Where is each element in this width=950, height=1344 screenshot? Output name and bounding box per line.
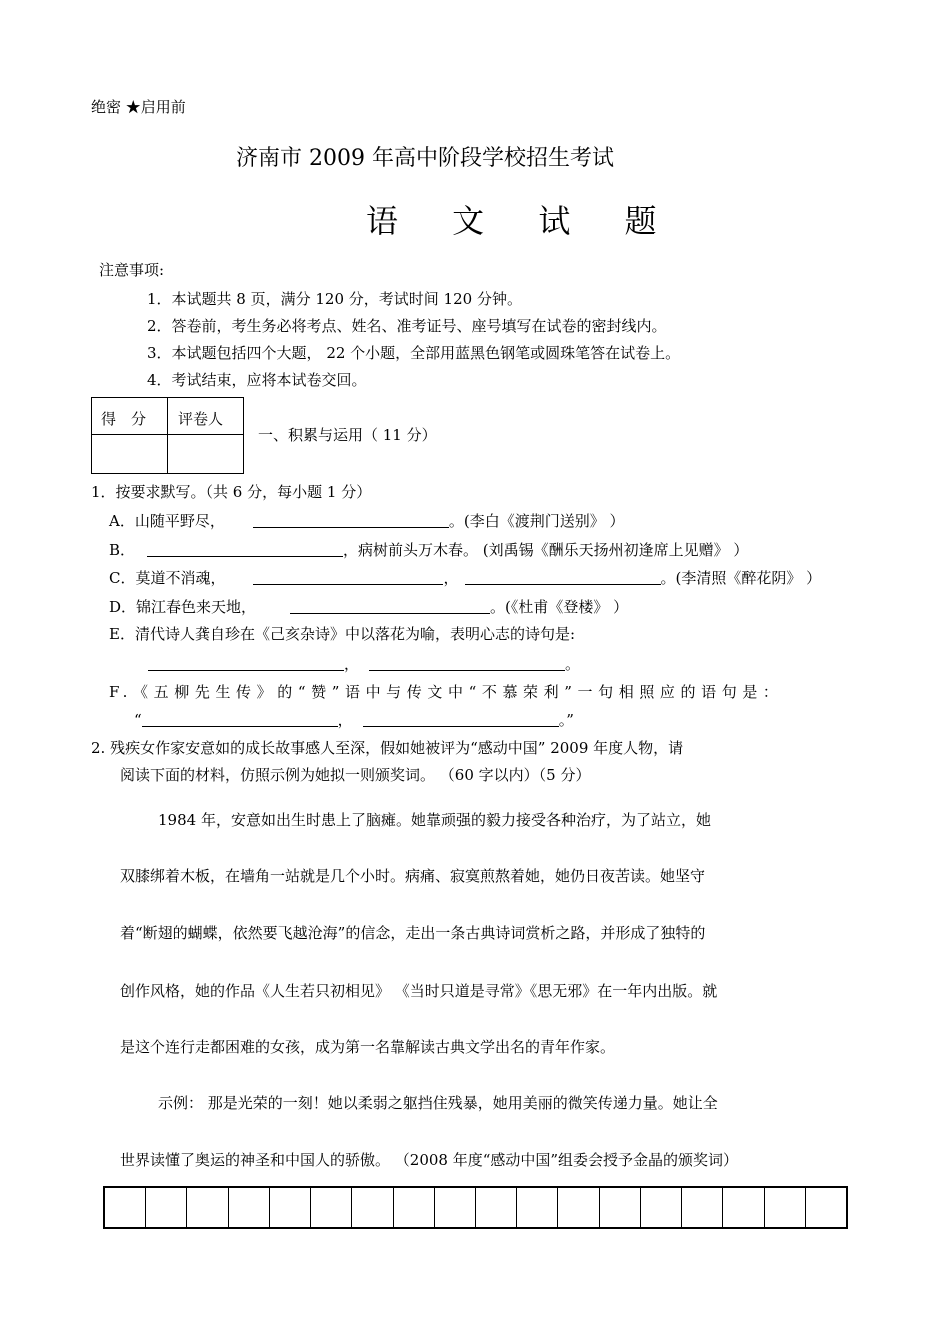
grid-cell[interactable] xyxy=(600,1188,641,1227)
grid-cell[interactable] xyxy=(558,1188,599,1227)
q2-example-line2: 世界读懂了奥运的神圣和中国人的骄傲。 （2008 年度“感动中国”组委会授予金晶的颁奖词） xyxy=(120,1151,739,1169)
secret-label: 绝密 ★启用前 xyxy=(91,98,186,116)
q1-f-mid: ， xyxy=(337,711,353,729)
answer-grid[interactable] xyxy=(103,1186,848,1229)
q1-c-suffix: 。(李清照《醉花阴》 ） xyxy=(660,569,822,587)
answer-blank[interactable] xyxy=(148,656,344,671)
score-label: 得 分 xyxy=(101,410,147,428)
q2-passage-line: 双膝绑着木板，在墙角一站就是几个小时。病痛、寂寞煎熬着她，她仍日夜苦读。她坚守 xyxy=(120,867,706,885)
q1-e-end: 。 xyxy=(565,655,581,673)
q1-f-stem: F.《五柳先生传》的“赞”语中与传文中“不慕荣利”一句相照应的语句是： xyxy=(109,683,784,701)
q1-f-end: 。” xyxy=(558,711,574,729)
q1-item-b xyxy=(109,542,748,558)
q2-example-line1: 示例： 那是光荣的一刻！她以柔弱之躯挡住残暴，她用美丽的微笑传递力量。她让全 xyxy=(158,1094,718,1112)
answer-blank[interactable] xyxy=(290,599,490,614)
grid-cell[interactable] xyxy=(765,1188,806,1227)
q1-c-mid: ， xyxy=(443,569,459,587)
grid-cell[interactable] xyxy=(229,1188,270,1227)
q1-d-suffix: 。(《杜甫《登楼》 ） xyxy=(490,598,629,616)
grader-label: 评卷人 xyxy=(178,410,224,428)
q1-item-f-answer xyxy=(134,712,574,728)
q2-stem-line1: 2. 残疾女作家安意如的成长故事感人至深，假如她被评为“感动中国” 2009 年度人物，请 xyxy=(91,739,684,757)
note-item: 1．本试题共 8 页，满分 120 分，考试时间 120 分钟。 xyxy=(147,290,522,308)
grid-cell[interactable] xyxy=(270,1188,311,1227)
q2-stem-line2: 阅读下面的材料，仿照示例为她拟一则颁奖词。 （60 字以内）（5 分） xyxy=(120,766,591,784)
score-table xyxy=(91,397,244,474)
grid-cell[interactable] xyxy=(352,1188,393,1227)
grid-cell[interactable] xyxy=(641,1188,682,1227)
q1-e-stem: E．清代诗人龚自珍在《己亥杂诗》中以落花为喻，表明心志的诗句是: xyxy=(109,625,576,643)
q1-a-prefix: A．山随平野尽， xyxy=(109,512,225,530)
q2-passage-line: 创作风格，她的作品《人生若只初相见》 《当时只道是寻常》《思无邪》在一年内出版。就 xyxy=(120,982,718,1000)
grid-cell[interactable] xyxy=(806,1188,846,1227)
q1-stem: 1．按要求默写。（共 6 分，每小题 1 分） xyxy=(91,483,372,501)
grid-cell[interactable] xyxy=(394,1188,435,1227)
q1-e-mid: ， xyxy=(344,655,360,673)
q2-passage-line: 是这个连行走都困难的女孩，成为第一名靠解读古典文学出名的青年作家。 xyxy=(120,1038,616,1056)
q1-item-c xyxy=(109,570,821,586)
answer-blank[interactable] xyxy=(465,570,661,585)
grid-cell[interactable] xyxy=(723,1188,764,1227)
q1-a-suffix: 。(李白《渡荆门送别》 ） xyxy=(448,512,625,530)
answer-blank[interactable] xyxy=(253,513,449,528)
grid-cell[interactable] xyxy=(105,1188,146,1227)
grid-cell[interactable] xyxy=(311,1188,352,1227)
q1-item-e-answer xyxy=(148,656,580,672)
q1-item-d xyxy=(109,599,628,615)
grid-cell[interactable] xyxy=(187,1188,228,1227)
answer-blank[interactable] xyxy=(369,656,565,671)
q1-b-suffix: ，病树前头万木春。 (刘禹锡《酬乐天扬州初逢席上见赠》 ） xyxy=(343,541,749,559)
q1-f-open: “ xyxy=(134,711,142,729)
answer-blank[interactable] xyxy=(253,570,443,585)
notes-heading: 注意事项: xyxy=(99,261,165,279)
note-item: 3．本试题包括四个大题， 22 个小题，全部用蓝黑色钢笔或圆珠笔答在试卷上。 xyxy=(147,344,681,362)
grid-cell[interactable] xyxy=(146,1188,187,1227)
q2-passage-line: 着“断翅的蝴蝶，依然要飞越沧海”的信念，走出一条古典诗词赏析之路，并形成了独特的 xyxy=(120,924,706,942)
answer-blank[interactable] xyxy=(142,712,338,727)
q1-c-prefix: C．莫道不消魂， xyxy=(109,569,226,587)
subject-title: 语 文 试 题 xyxy=(366,202,679,240)
grid-cell[interactable] xyxy=(517,1188,558,1227)
grid-cell[interactable] xyxy=(682,1188,723,1227)
answer-blank[interactable] xyxy=(147,542,343,557)
q1-b-prefix: B． xyxy=(109,541,136,559)
answer-blank[interactable] xyxy=(363,712,559,727)
q1-d-prefix: D．锦江春色来天地， xyxy=(109,598,257,616)
q1-item-a xyxy=(109,513,624,529)
note-item: 4．考试结束，应将本试卷交回。 xyxy=(147,371,367,389)
exam-title: 济南市 2009 年高中阶段学校招生考试 xyxy=(236,146,614,171)
section-title: 一、积累与运用（ 11 分） xyxy=(258,426,437,444)
q2-passage-line: 1984 年，安意如出生时患上了脑瘫。她靠顽强的毅力接受各种治疗，为了站立，她 xyxy=(158,811,711,829)
grid-cell[interactable] xyxy=(435,1188,476,1227)
grid-cell[interactable] xyxy=(476,1188,517,1227)
note-item: 2．答卷前，考生务必将考点、姓名、准考证号、座号填写在试卷的密封线内。 xyxy=(147,317,667,335)
